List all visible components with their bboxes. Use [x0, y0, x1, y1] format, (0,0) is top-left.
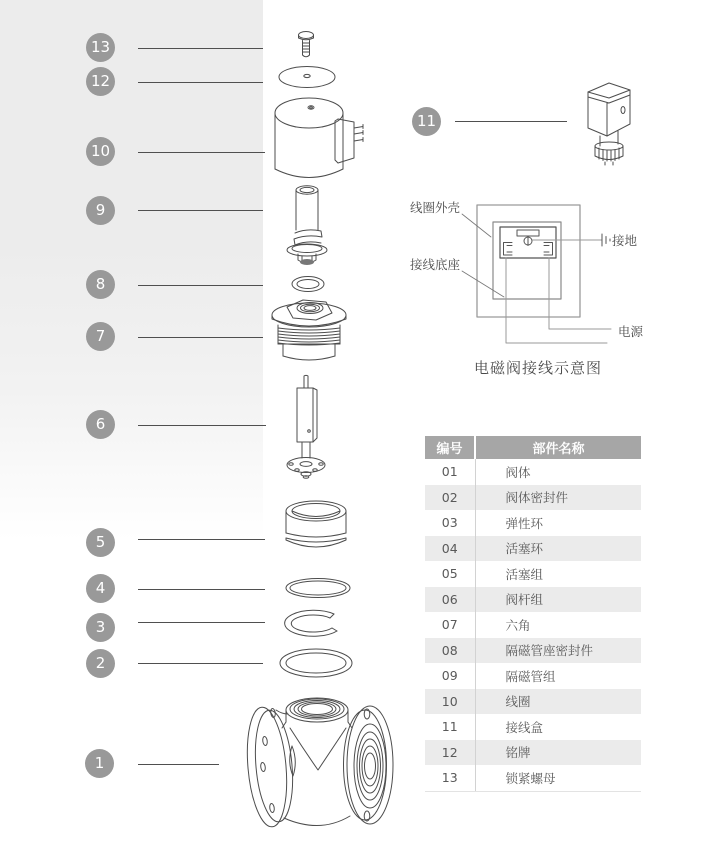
table-row — [425, 536, 641, 562]
part-name-cell: 活塞环 — [505, 541, 544, 557]
part-number-cell: 04 — [425, 536, 475, 562]
coil-housing-label: 线圈外壳 — [410, 200, 461, 215]
part-5-piston-group-illustration — [284, 500, 348, 558]
power-label: 电源 — [618, 324, 644, 339]
callout-badge-5: 5 — [86, 528, 115, 557]
part-name-cell: 活塞组 — [505, 566, 544, 582]
callout-badge-12: 12 — [86, 67, 115, 96]
part-number-cell: 08 — [425, 638, 475, 664]
table-row — [425, 510, 641, 536]
part-8-seal-ring-illustration — [290, 274, 326, 294]
table-row — [425, 689, 641, 715]
part-number-cell: 09 — [425, 663, 475, 689]
table-row — [425, 587, 641, 613]
part-3-elastic-ring-illustration — [282, 608, 346, 640]
leader-line-13 — [138, 48, 263, 49]
terminal-base-label: 接线底座 — [410, 257, 461, 272]
leader-line-7 — [138, 337, 263, 338]
part-number-cell: 07 — [425, 612, 475, 638]
part-number-cell: 06 — [425, 587, 475, 613]
col-header-number: 编号 — [425, 436, 475, 459]
part-number-cell: 10 — [425, 689, 475, 715]
table-row — [425, 765, 641, 791]
part-name-cell: 阀体 — [505, 464, 531, 480]
terminal-base-outline — [493, 222, 561, 299]
table-row — [425, 663, 641, 689]
leader-line-5 — [138, 539, 265, 540]
part-number-cell: 03 — [425, 510, 475, 536]
table-row — [425, 561, 641, 587]
part-name-cell: 弹性环 — [505, 515, 544, 531]
part-number-cell: 02 — [425, 485, 475, 511]
callout-badge-4: 4 — [86, 574, 115, 603]
table-row — [425, 459, 641, 485]
part-name-cell: 锁紧螺母 — [475, 765, 641, 791]
table-row — [425, 714, 641, 740]
leader-line-4 — [138, 589, 265, 590]
part-7-hex-bushing-illustration — [269, 294, 351, 364]
leader-line-2 — [138, 663, 263, 664]
table-header-row — [425, 436, 641, 459]
leader-line-6 — [138, 425, 266, 426]
callout-badge-7: 7 — [86, 322, 115, 351]
table-row — [425, 485, 641, 511]
col-header-part-name: 部件名称 — [475, 436, 641, 459]
leader-line-3 — [138, 622, 265, 623]
part-12-nameplate-illustration — [277, 64, 337, 90]
callout-badge-3: 3 — [86, 613, 115, 642]
part-1-valve-body-illustration — [246, 694, 396, 838]
part-name-cell: 接线盒 — [505, 719, 544, 735]
callout-badge-11: 11 — [412, 107, 441, 136]
part-9-armature-tube-illustration — [285, 184, 331, 270]
background-wash — [0, 0, 263, 540]
part-4-piston-ring-illustration — [284, 576, 352, 600]
part-name-cell: 线圈 — [505, 694, 531, 710]
leader-line-8 — [138, 285, 263, 286]
part-10-coil-illustration — [272, 94, 366, 186]
ground-label: 接地 — [612, 233, 638, 248]
part-number-cell: 05 — [425, 561, 475, 587]
part-name-cell: 铭牌 — [505, 745, 531, 761]
callout-badge-13: 13 — [86, 33, 115, 62]
table-row — [425, 612, 641, 638]
callout-badge-1: 1 — [85, 749, 114, 778]
leader-line-12 — [138, 82, 263, 83]
part-2-body-seal-illustration — [277, 645, 355, 681]
part-number-cell: 01 — [425, 459, 475, 485]
callout-badge-8: 8 — [86, 270, 115, 299]
table-row — [425, 638, 641, 664]
ground-symbol-icon — [602, 234, 610, 246]
callout-badge-9: 9 — [86, 196, 115, 225]
part-13-screw-illustration — [292, 30, 320, 60]
wiring-diagram-caption: 电磁阀接线示意图 — [473, 359, 602, 377]
leader-line-10 — [138, 152, 265, 153]
callout-badge-10: 10 — [86, 137, 115, 166]
leader-line-9 — [138, 210, 263, 211]
table-row — [425, 740, 641, 766]
callout-badge-6: 6 — [86, 410, 115, 439]
leader-line-1 — [138, 764, 219, 765]
part-number-cell: 12 — [425, 740, 475, 766]
callout-badge-2: 2 — [86, 649, 115, 678]
part-number-cell: 13 — [425, 765, 475, 791]
part-name-cell: 阀杆组 — [505, 592, 544, 608]
part-name-cell: 隔磁管座密封件 — [505, 643, 594, 659]
part-number-cell: 11 — [425, 714, 475, 740]
part-6-stem-assembly-illustration — [282, 374, 330, 480]
part-name-cell: 阀体密封件 — [505, 490, 569, 506]
parts-table — [425, 436, 641, 792]
part-name-cell: 六角 — [505, 617, 531, 633]
leader-line-11 — [455, 121, 567, 122]
part-name-cell: 隔磁管组 — [505, 668, 556, 684]
part-11-junction-box-illustration — [580, 80, 638, 166]
